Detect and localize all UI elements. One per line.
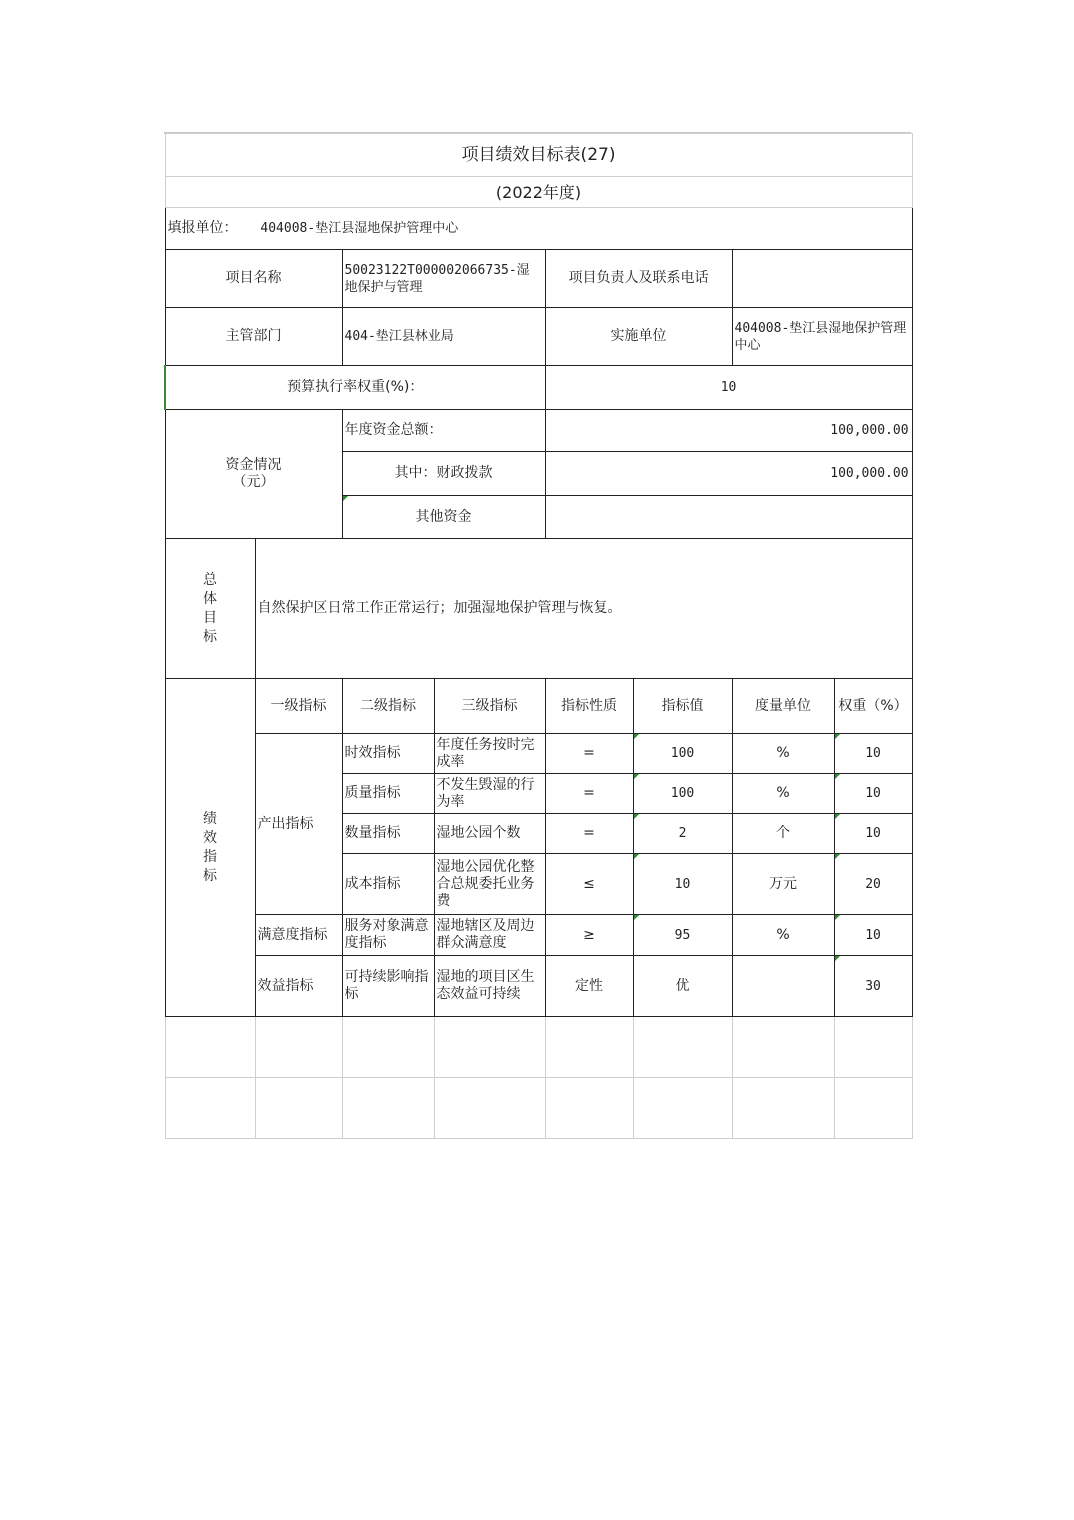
funds-total-value: 100,000.00 bbox=[545, 410, 912, 452]
level2-cell: 服务对象满意度指标 bbox=[342, 915, 434, 956]
header-level3: 三级指标 bbox=[434, 679, 545, 734]
level3-cell: 湿地公园优化整合总规委托业务费 bbox=[434, 854, 545, 915]
nature-cell: ≤ bbox=[545, 854, 633, 915]
goal-value: 自然保护区日常工作正常运行；加强湿地保护管理与恢复。 bbox=[255, 539, 912, 679]
value-cell: 100 bbox=[633, 734, 732, 774]
level1-benefit: 效益指标 bbox=[255, 956, 342, 1017]
header-level1: 一级指标 bbox=[255, 679, 342, 734]
table-row bbox=[165, 915, 912, 956]
funds-fiscal-value: 100,000.00 bbox=[545, 452, 912, 496]
value-cell: 100 bbox=[633, 774, 732, 814]
weight-cell: 10 bbox=[834, 915, 912, 956]
funds-label: 资金情况 （元） bbox=[165, 410, 342, 539]
funds-total-label: 年度资金总额： bbox=[342, 410, 545, 452]
value-cell: 10 bbox=[633, 854, 732, 915]
nature-cell: ≥ bbox=[545, 915, 633, 956]
level1-output: 产出指标 bbox=[255, 734, 342, 915]
project-name-value: 50023122T000002066735-湿地保护与管理 bbox=[342, 250, 545, 308]
weight-cell: 20 bbox=[834, 854, 912, 915]
level2-cell: 数量指标 bbox=[342, 814, 434, 854]
level1-satisfaction: 满意度指标 bbox=[255, 915, 342, 956]
level3-cell: 湿地公园个数 bbox=[434, 814, 545, 854]
value-cell: 2 bbox=[633, 814, 732, 854]
nature-cell: = bbox=[545, 734, 633, 774]
header-level2: 二级指标 bbox=[342, 679, 434, 734]
contact-label: 项目负责人及联系电话 bbox=[545, 250, 732, 308]
level3-cell: 不发生毁湿的行为率 bbox=[434, 774, 545, 814]
contact-value bbox=[732, 250, 912, 308]
funds-other-label: 其他资金 bbox=[342, 496, 545, 539]
header-unit: 度量单位 bbox=[732, 679, 834, 734]
weight-cell: 10 bbox=[834, 774, 912, 814]
header-nature: 指标性质 bbox=[545, 679, 633, 734]
header-weight: 权重（%） bbox=[834, 679, 912, 734]
unit-cell: % bbox=[732, 734, 834, 774]
performance-target-table bbox=[164, 133, 913, 1139]
budget-weight-label: 预算执行率权重(%)： bbox=[165, 366, 545, 410]
impl-value: 404008-垫江县湿地保护管理中心 bbox=[732, 308, 912, 366]
dept-value: 404-垫江县林业局 bbox=[342, 308, 545, 366]
unit-cell: % bbox=[732, 774, 834, 814]
budget-weight-value: 10 bbox=[545, 366, 912, 410]
table-row bbox=[165, 734, 912, 774]
perf-label: 绩 效 指 标 bbox=[165, 679, 255, 1017]
table-row bbox=[165, 956, 912, 1017]
value-cell: 优 bbox=[633, 956, 732, 1017]
funds-fiscal-label: 其中：财政拨款 bbox=[342, 452, 545, 496]
level2-cell: 时效指标 bbox=[342, 734, 434, 774]
unit-cell bbox=[732, 956, 834, 1017]
funds-other-value bbox=[545, 496, 912, 539]
weight-cell: 30 bbox=[834, 956, 912, 1017]
impl-label: 实施单位 bbox=[545, 308, 732, 366]
performance-target-sheet bbox=[164, 133, 911, 1139]
unit-cell: 个 bbox=[732, 814, 834, 854]
unit-cell: % bbox=[732, 915, 834, 956]
project-name-label: 项目名称 bbox=[165, 250, 342, 308]
sheet-year: (2022年度) bbox=[165, 177, 912, 208]
empty-row bbox=[165, 1078, 912, 1139]
reporter-cell bbox=[165, 208, 912, 250]
dept-label: 主管部门 bbox=[165, 308, 342, 366]
level2-cell: 成本指标 bbox=[342, 854, 434, 915]
level2-cell: 质量指标 bbox=[342, 774, 434, 814]
unit-cell: 万元 bbox=[732, 854, 834, 915]
level2-cell: 可持续影响指标 bbox=[342, 956, 434, 1017]
weight-cell: 10 bbox=[834, 814, 912, 854]
weight-cell: 10 bbox=[834, 734, 912, 774]
reporter-value: 404008-垫江县湿地保护管理中心 bbox=[260, 221, 459, 236]
level3-cell: 年度任务按时完成率 bbox=[434, 734, 545, 774]
nature-cell: = bbox=[545, 814, 633, 854]
value-cell: 95 bbox=[633, 915, 732, 956]
goal-label: 总 体 目 标 bbox=[165, 539, 255, 679]
nature-cell: 定性 bbox=[545, 956, 633, 1017]
header-value: 指标值 bbox=[633, 679, 732, 734]
reporter-label: 填报单位： bbox=[167, 220, 238, 236]
empty-row bbox=[165, 1017, 912, 1078]
sheet-title: 项目绩效目标表(27) bbox=[165, 134, 912, 177]
level3-cell: 湿地辖区及周边群众满意度 bbox=[434, 915, 545, 956]
level3-cell: 湿地的项目区生态效益可持续 bbox=[434, 956, 545, 1017]
nature-cell: = bbox=[545, 774, 633, 814]
